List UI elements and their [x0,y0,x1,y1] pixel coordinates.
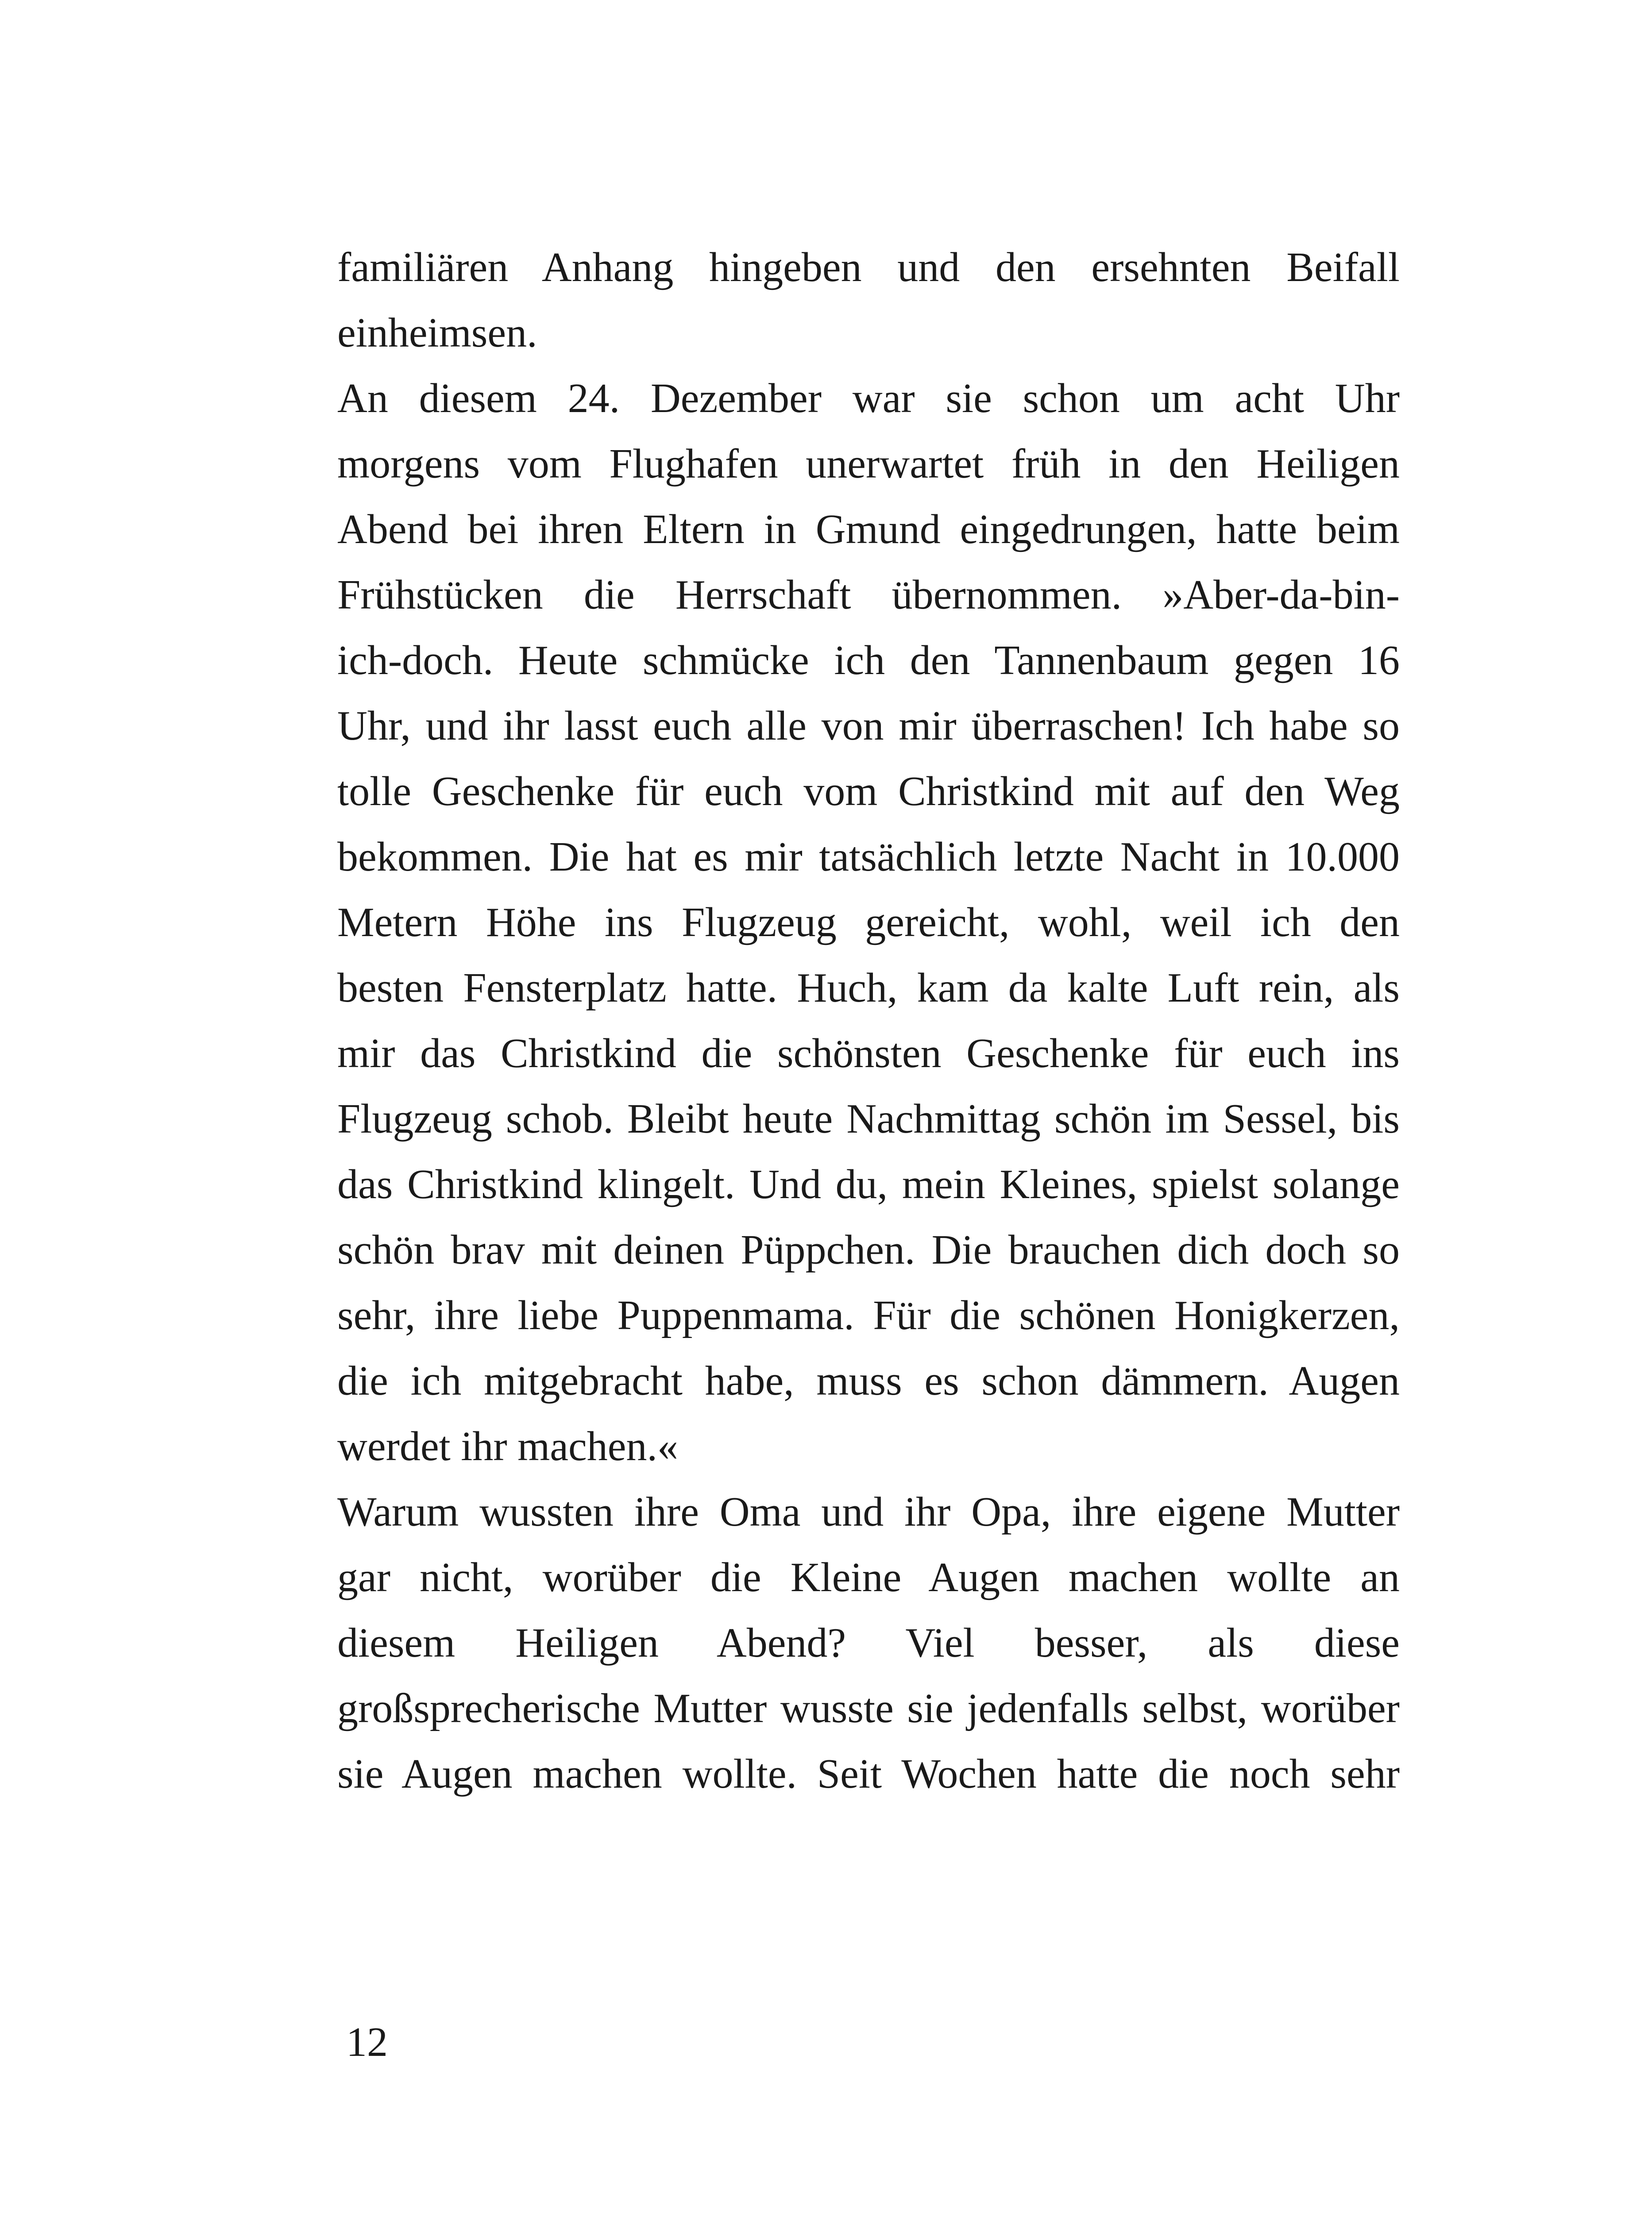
text-line: morgens vom Flughafen unerwartet früh in den Heiligen [337,441,1400,487]
text-line: das Christkind klingelt. Und du, mein Kleines, spielst solange [337,1161,1400,1207]
text-line: sehr, ihre liebe Puppenmama. Für die schönen Honigkerzen, [337,1292,1400,1338]
page-number: 12 [346,2019,388,2065]
text-line: Warum wussten ihre Oma und ihr Opa, ihre eigene Mutter [337,1489,1400,1535]
text-line: tolle Geschenke für euch vom Christkind mit auf den Weg [337,768,1400,814]
text-line: Frühstücken die Herrschaft übernommen. »Aber-da-bin- [337,572,1400,618]
text-line: Abend bei ihren Eltern in Gmund eingedrungen, hatte beim [337,506,1400,552]
text-line: werdet ihr machen.« [337,1423,678,1469]
text-line: die ich mitgebracht habe, muss es schon dämmern. Augen [337,1358,1400,1404]
text-line: Flugzeug schob. Bleibt heute Nachmittag schön im Sessel, bis [337,1096,1400,1142]
text-line: ich-doch. Heute schmücke ich den Tannenbaum gegen 16 [337,637,1400,683]
body-text [337,235,1400,1807]
text-line: diesem Heiligen Abend? Viel besser, als diese [337,1620,1400,1666]
text-line: Uhr, und ihr lasst euch alle von mir überraschen! Ich habe so [337,703,1400,749]
text-line: großsprecherische Mutter wusste sie jedenfalls selbst, worüber [337,1685,1400,1731]
text-line: sie Augen machen wollte. Seit Wochen hatte die noch sehr [337,1751,1400,1797]
text-line: einheimsen. [337,310,537,356]
text-line: gar nicht, worüber die Kleine Augen machen wollte an [337,1554,1400,1600]
text-line: An diesem 24. Dezember war sie schon um acht Uhr [337,375,1400,421]
text-line: mir das Christkind die schönsten Geschenke für euch ins [337,1030,1400,1076]
text-line: schön brav mit deinen Püppchen. Die brauchen dich doch so [337,1227,1400,1273]
text-line: bekommen. Die hat es mir tatsächlich letzte Nacht in 10.000 [337,834,1400,880]
text-line: familiären Anhang hingeben und den ersehnten Beifall [337,244,1400,290]
text-line: besten Fensterplatz hatte. Huch, kam da kalte Luft rein, als [337,965,1400,1011]
text-line: Metern Höhe ins Flugzeug gereicht, wohl, weil ich den [337,899,1400,945]
